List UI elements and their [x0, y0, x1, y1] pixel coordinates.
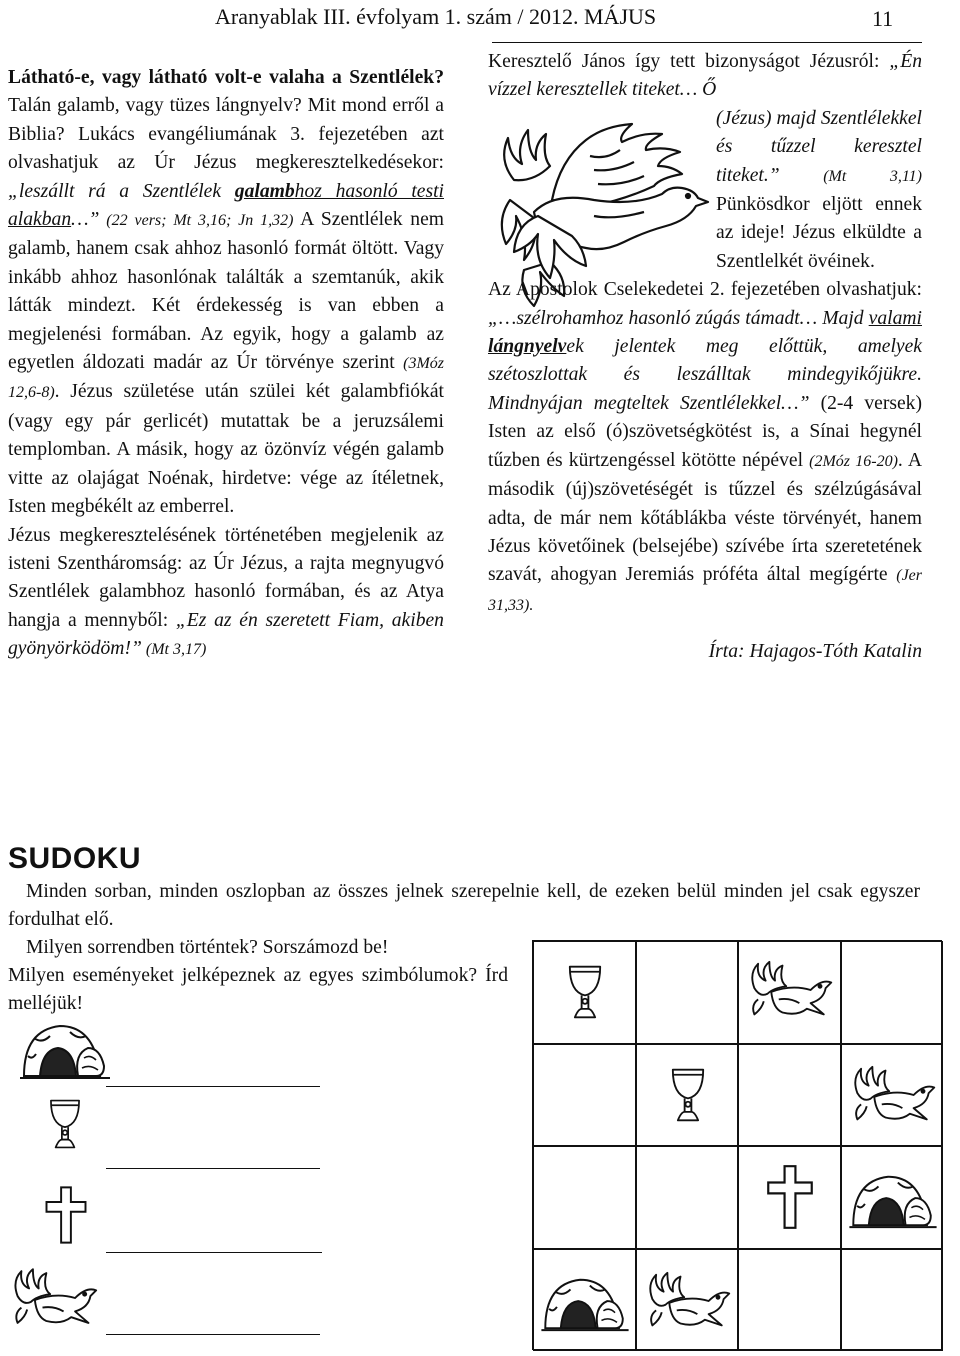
question-order: Milyen sorrendben történtek? Sorszámozd be!	[26, 937, 389, 958]
sudoku-cell-r4c3[interactable]	[738, 1249, 841, 1352]
acts-paragraph	[488, 276, 922, 620]
cross-icon	[761, 1159, 819, 1235]
bible-ref-mt: (Mt 3,11)	[779, 167, 922, 185]
question-rest: Talán galamb, vagy tüzes lángnyelv? Mit mond erről a Biblia? Lukács evangéliumának 3. fejezetében azt olvashatjuk az Úr Jézus megkeresztelkedésekor:	[8, 95, 444, 174]
sudoku-cell-r1c4[interactable]	[841, 941, 944, 1044]
left-article-column	[8, 64, 444, 665]
right-intro-line	[488, 48, 922, 105]
sudoku-cell-r1c1[interactable]	[533, 941, 636, 1044]
acts-quote-1: „…szélrohamhoz hasonló zúgás támadt… Majd	[488, 307, 869, 329]
acts-intro: Az Apostolok Cselekedetei 2. fejezetében olvashatjuk:	[488, 279, 922, 301]
sudoku-grid	[532, 940, 942, 1350]
answer-blank-3[interactable]	[106, 1252, 322, 1253]
dove-icon	[745, 956, 835, 1024]
bible-ref-acts: (2-4 versek)	[809, 392, 922, 414]
question-meaning: Milyen eseményeket jelképeznek az egyes szimbólumok? Írd melléjük!	[8, 965, 508, 1014]
answer-blank-2[interactable]	[106, 1168, 320, 1169]
john-quote-start: „Én vízzel keresztellek titeket… Ő	[488, 51, 922, 101]
sudoku-cell-r2c4[interactable]	[841, 1044, 944, 1147]
baptism-quote-a: „leszállt rá a Szentlélek	[8, 180, 235, 202]
acts-ek: ek	[566, 336, 584, 358]
sudoku-cell-r3c1[interactable]	[533, 1146, 636, 1249]
john-testimony: Keresztelő János így tett bizonyságot Jézusról:	[488, 51, 890, 72]
right-article-column	[488, 48, 922, 667]
header-rule	[492, 42, 922, 43]
sudoku-cell-r3c2[interactable]	[636, 1146, 739, 1249]
sudoku-cell-r2c1[interactable]	[533, 1044, 636, 1147]
sudoku-cell-r1c2[interactable]	[636, 941, 739, 1044]
page-header: Aranyablak III. évfolyam 1. szám / 2012. MÁJUS	[215, 4, 657, 29]
new-covenant-text: . A második (új)szövetéségét is tűzzel és szélzúgásával adta, de már nem kőtáblákba véste törvényét, hanem Jézus követőinek (belsejébe) szívébe írta szeretetének szavát, ahogyan Jeremiás próféta által megígérte	[488, 449, 922, 586]
acts-valami: valami	[868, 307, 922, 329]
left-paragraph-1-rest: A Szentlélek nem galamb, hanem csak ahhoz hasonló formát öltött. Vagy inkább ahhoz hasonlónak találták a szemtanúk, akik látták mindezt. Két érdekesség is van ebben a megjelenési formában. Az egyik, hogy a galamb az egyetlen áldozati madár az Úr törvénye szerint	[8, 209, 445, 374]
tomb-icon	[848, 1169, 938, 1231]
bible-ref-2: (3Móz 12,6-8)	[8, 355, 444, 402]
sudoku-title: SUDOKU	[8, 842, 142, 875]
bible-ref-3: (Mt 3,17)	[141, 641, 207, 659]
left-paragraph-1	[8, 64, 444, 522]
bible-ref-jer: (Jer 31,33).	[488, 567, 922, 614]
chalice-icon	[661, 1059, 715, 1131]
bible-ref-1: (22 vers; Mt 3,16; Jn 1,32)	[99, 212, 294, 230]
pentecost-text: Pünkösdkor eljött ennek az ideje! Jézus elküldte a Szentlelkét övéinek.	[716, 194, 922, 272]
chalice-icon	[40, 1094, 90, 1154]
sudoku-cell-r3c4[interactable]	[841, 1146, 944, 1249]
sudoku-cell-r3c3[interactable]	[738, 1146, 841, 1249]
dove-icon	[643, 1268, 733, 1334]
left-paragraph-1-end: . Jézus születése után szülei két galambfiókát (vagy egy pár gerlicét) mutattak be a jeruzsálemi templomban. A másik, hogy az özönvíz végén galamb vitte az olajágat Noénak, hirdetve: vége az ítéletnek, Isten megbékélt az emberrel.	[8, 381, 444, 518]
sudoku-cell-r4c2[interactable]	[636, 1249, 739, 1352]
trinity-text: Jézus megkeresztelésének történetében megjelenik az isteni Szentháromság: az Úr Jézus, a rajta megnyugvó Szentlélek galambhoz hasonló formában, és az Atya hangja a mennyből:	[8, 524, 444, 631]
sudoku-cell-r2c3[interactable]	[738, 1044, 841, 1147]
sinai-text: Isten az első (ó)szövetségkötést is, a Sínai hegynél tűzben és kürtzengéssel kötötte népével	[488, 421, 922, 471]
dove-icon	[8, 1262, 100, 1334]
dove-icon	[848, 1061, 938, 1129]
baptism-quote-galamb: galamb	[234, 180, 295, 202]
tomb-icon	[540, 1272, 630, 1334]
sudoku-cell-r4c1[interactable]	[533, 1249, 636, 1352]
john-quote-continued: (Jézus) majd Szentlélekkel és tűzzel keresztel titeket.” (Mt 3,11) Pünkösdkor eljött ennek az ideje! Jézus elküldte a Szentlelkét övéinek.	[716, 107, 922, 272]
cross-icon	[40, 1182, 92, 1248]
answer-blank-4[interactable]	[106, 1334, 320, 1335]
left-paragraph-2	[8, 522, 444, 665]
author-signature: Írta: Hajagos-Tóth Katalin	[708, 641, 922, 663]
question-heading: Látható-e, vagy látható volt-e valaha a Szentlélek?	[8, 67, 444, 88]
father-quote: „Ez az én szeretett Fiam, akiben gyönyörködöm!”	[8, 609, 444, 660]
sudoku-cell-r1c3[interactable]	[738, 941, 841, 1044]
acts-langnyelv: lángnyelv	[488, 336, 567, 358]
sudoku-questions	[8, 934, 508, 1018]
page-number: 11	[872, 6, 894, 31]
sudoku-cell-r4c4[interactable]	[841, 1249, 944, 1352]
sudoku-cell-r2c2[interactable]	[636, 1044, 739, 1147]
sudoku-instructions: Minden sorban, minden oszlopban az összes jelnek szerepelnie kell, de ezeken belül minden jel csak egyszer fordulhat elő.	[8, 881, 920, 930]
baptism-quote-hoz: hoz hasonló testi alakban	[8, 180, 444, 231]
chalice-icon	[558, 956, 612, 1028]
acts-quote-2: jelentek meg előttük, amelyek szétoszlottak és leszálltak mindegyikőjükre. Mindnyájan megteltek Szentlélekkel…”	[488, 336, 922, 414]
baptism-quote-end: …”	[71, 209, 100, 231]
bible-ref-exodus: (2Móz 16-20)	[809, 452, 898, 470]
answer-blank-1[interactable]	[106, 1086, 320, 1087]
tomb-icon	[20, 1018, 110, 1082]
